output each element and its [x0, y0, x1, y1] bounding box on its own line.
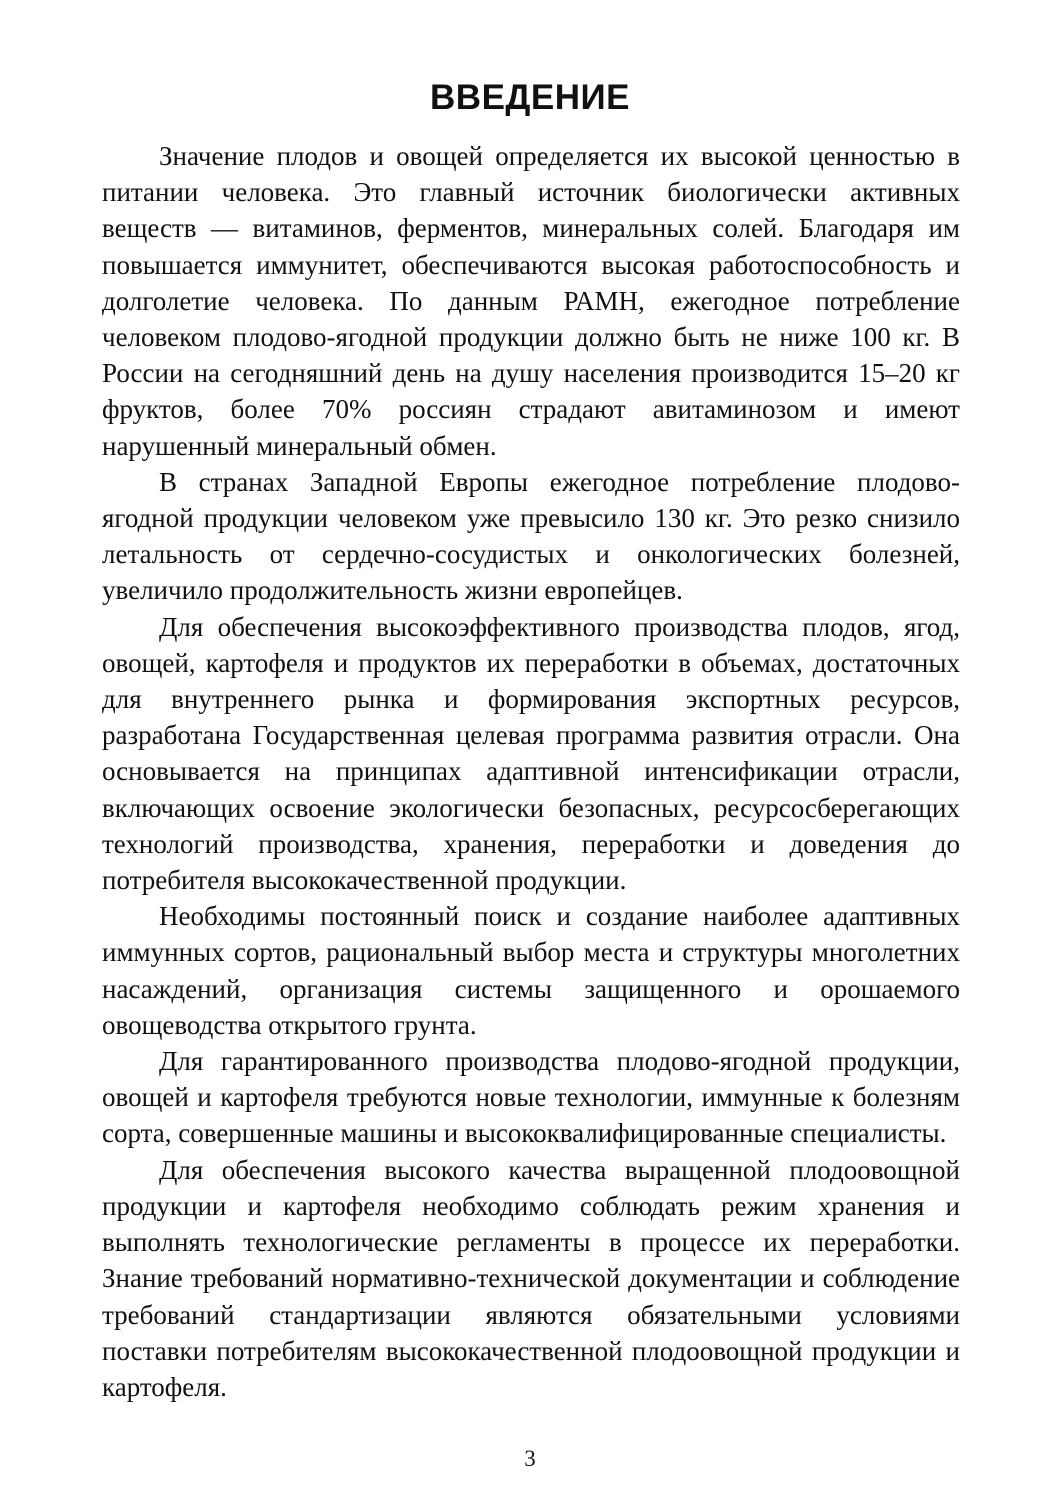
page-title: ВВЕДЕНИЕ	[430, 78, 630, 117]
body-text	[102, 138, 960, 1405]
paragraph-1: Значение плодов и овощей определяется их высокой ценностью в питании человека. Это главный источник биологически активных веществ — витаминов, ферментов, минеральных солей. Благодаря им повышается иммунитет, обеспечиваются высокая работоспособность и долголетие человека. По данным РАМН, ежегодное потребление человеком плодово-ягодной продукции должно быть не ниже 100 кг. В России на сегодняшний день на душу населения производится 15–20 кг фруктов, более 70% россиян страдают авитаминозом и имеют нарушенный минеральный обмен.	[102, 141, 960, 461]
paragraph-3: Для обеспечения высокоэффективного производства плодов, ягод, овощей, картофеля и продуктов их переработки в объемах, достаточных для внутреннего рынка и формирования экспортных ресурсов, разработана Государственная целевая программа развития отрасли. Она основывается на принципах адаптивной интенсификации отрасли, включающих освоение экологически безопасных, ресурсосберегающих технологий производства, хранения, переработки и доведения до потребителя высококачественной продукции.	[102, 611, 960, 896]
paragraph-2: В странах Западной Европы ежегодное потребление плодово-ягодной продукции человеком уже превысило 130 кг. Это резко снизило летальность от сердечно-сосудистых и онкологических болезней, увеличило продолжительность жизни европейцев.	[102, 466, 960, 606]
paragraph-6: Для обеспечения высокого качества выращенной плодоовощной продукции и картофеля необходимо соблюдать режим хранения и выполнять технологические регламенты в процессе их переработки. Знание требований нормативно-технической документации и соблюдение требований стандартизации являются обязательными условиями поставки потребителям высококачественной плодоовощной продукции и картофеля.	[102, 1154, 960, 1402]
page-number: 3	[524, 1446, 536, 1471]
paragraph-4: Необходимы постоянный поиск и создание наиболее адаптивных иммунных сортов, рациональный выбор места и структуры многолетних насаждений, организация системы защищенного и орошаемого овощеводства открытого грунта.	[102, 901, 960, 1040]
paragraph-5: Для гарантированного производства плодово-ягодной продукции, овощей и картофеля требуются новые технологии, иммунные к болезням сорта, совершенные машины и высококвалифицированные специалисты.	[102, 1046, 960, 1149]
